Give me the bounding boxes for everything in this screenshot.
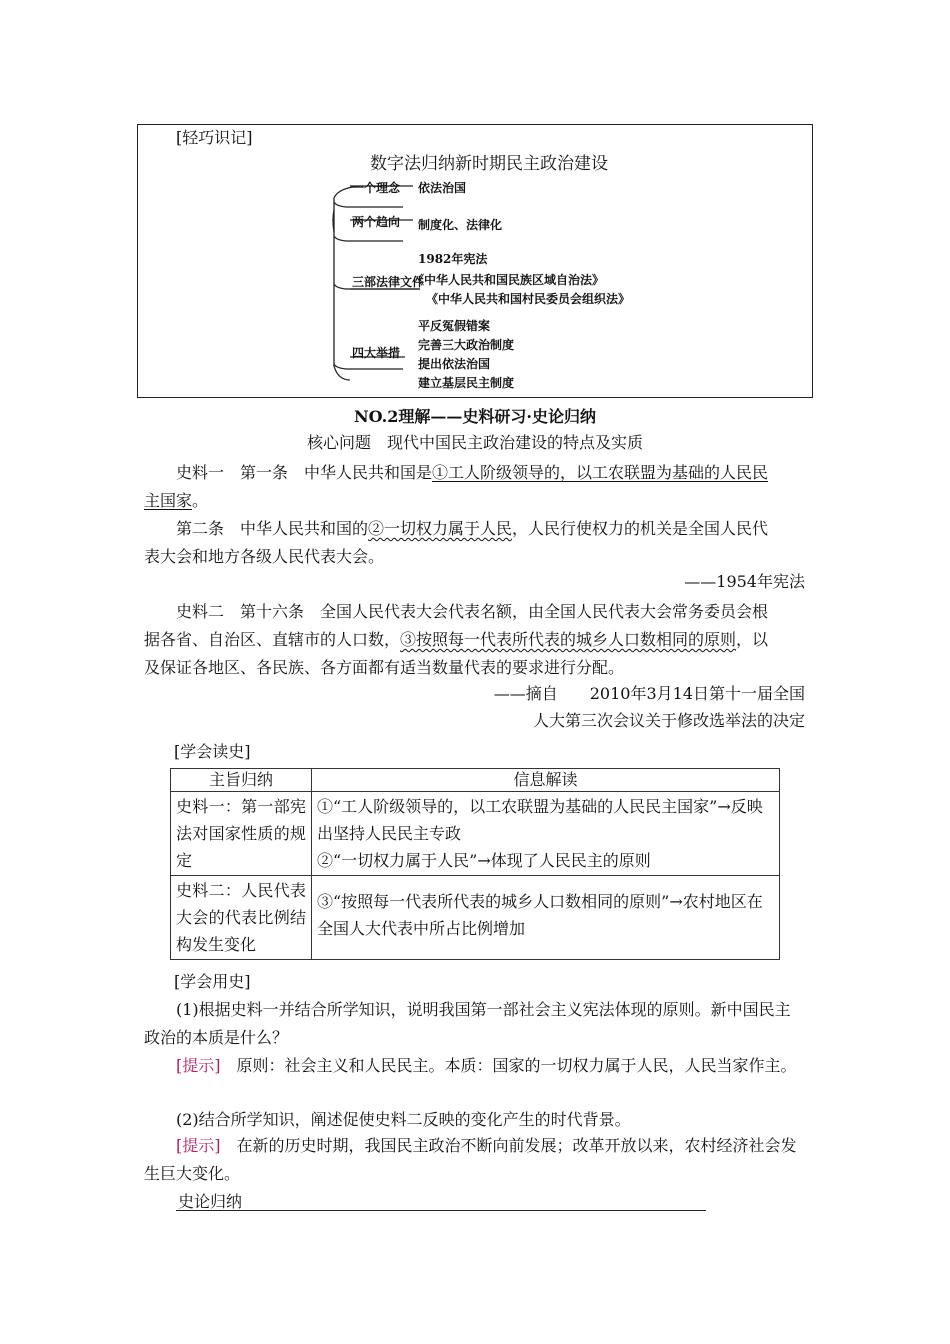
- source1-text: 第二条 中华人民共和国的: [176, 519, 369, 538]
- table-header-row: [171, 769, 780, 792]
- branch-label-3: 三部法律文件: [352, 275, 425, 289]
- answer-1: [144, 1052, 806, 1080]
- table-row: [171, 876, 780, 960]
- source1-line1: [176, 459, 768, 487]
- header-interpretation: 信息解读: [312, 769, 780, 792]
- row1-point1: ①“工人阶级领导的，以工农联盟为基础的人民民主国家”→反映出坚持人民民主专政: [317, 797, 763, 843]
- source1-line2: [144, 487, 208, 515]
- branch-label-2: 两个趋向: [352, 215, 401, 229]
- source2-line2: [144, 626, 768, 654]
- info-table: [170, 768, 780, 960]
- branch-item: 《中华人民共和国村民委员会组织法》: [426, 292, 631, 306]
- hint-label: [提示]: [176, 1136, 221, 1155]
- branch-item: 依法治国: [418, 181, 467, 195]
- row2-summary: 史料二：人民代表大会的代表比例结构发生变化: [171, 876, 312, 960]
- source2-text: 据各省、自治区、直辖市的人口数，: [144, 630, 401, 649]
- hint-label: [提示]: [176, 1056, 221, 1075]
- source1-quote2: ②一切权力属于人民: [368, 519, 513, 538]
- branch-item: 提出依法治国: [418, 357, 491, 371]
- question-2: (2)结合所学知识，阐述促使史料二反映的变化产生的时代背景。: [176, 1110, 631, 1129]
- answer-1-text: 原则：社会主义和人民民主。本质：国家的一切权力属于人民，人民当家作主。: [236, 1056, 797, 1075]
- source1-line3: [176, 515, 768, 543]
- source1-text: 。: [192, 491, 209, 510]
- row1-interpretation: [312, 792, 780, 876]
- source2-line3: 及保证各地区、各民族、各方面都有适当数量代表的要求进行分配。: [144, 658, 625, 677]
- branch-label-1: 一个理念: [352, 181, 401, 195]
- branch-item: 制度化、法律化: [418, 218, 503, 232]
- source2-citation-1: ——摘自 2010年3月14日第十一届全国: [493, 684, 805, 703]
- source2-text: ，以: [736, 630, 769, 649]
- memo-title: 数字法归纳新时期民主政治建设: [370, 154, 608, 174]
- source1-citation: ——1954年宪法: [684, 572, 805, 591]
- branch-item: 1982年宪法: [418, 252, 488, 266]
- summary-underline: [176, 1210, 706, 1211]
- use-history-tag: [学会用史]: [174, 972, 251, 991]
- source1-text: ，人民行使权力的机关是全国人民代: [512, 519, 769, 538]
- row2-point1: ③“按照每一代表所代表的城乡人口数相同的原则”→农村地区在全国人大代表中所占比例增加: [317, 892, 763, 938]
- row2-interpretation: [312, 876, 780, 960]
- branch-item: 完善三大政治制度: [418, 338, 515, 352]
- source1-quote1: ①工人阶级领导的，以工农联盟为基础的人民民: [432, 463, 769, 482]
- header-summary: 主旨归纳: [171, 769, 312, 792]
- answer-2-text: 在新的历史时期，我国民主政治不断向前发展；改革开放以来，农村经济社会发生巨大变化。: [144, 1136, 797, 1183]
- source1-line4: 表大会和地方各级人民代表大会。: [144, 547, 385, 566]
- branch-item: 平反冤假错案: [418, 319, 491, 333]
- source2-quote3: ③按照每一代表所代表的城乡人口数相同的原则: [400, 630, 737, 649]
- branch-item: 《中华人民共和国民族区域自治法》: [412, 273, 605, 287]
- branch-label-4: 四大举措: [352, 346, 401, 360]
- read-history-tag: [学会读史]: [174, 742, 251, 761]
- source1-quote1-end: 主国家: [144, 491, 193, 510]
- core-question: 核心问题 现代中国民主政治建设的特点及实质: [306, 433, 643, 452]
- section-heading: NO.2理解——史料研习·史论归纳: [354, 407, 596, 426]
- question-1: (1)根据史料一并结合所学知识，说明我国第一部社会主义宪法体现的原则。新中国民主政治的本质是什么？: [144, 1000, 791, 1047]
- summary-heading: 史论归纳: [178, 1192, 243, 1211]
- source2-citation-2: 人大第三次会议关于修改选举法的决定: [532, 711, 805, 730]
- source2-line1: 史料二 第十六条 全国人民代表大会代表名额，由全国人民代表大会常务委员会根: [176, 602, 769, 621]
- row1-summary: 史料一：第一部宪法对国家性质的规定: [171, 792, 312, 876]
- row1-point2: ②“一切权力属于人民”→体现了人民民主的原则: [317, 851, 651, 870]
- branch-item: 建立基层民主制度: [418, 376, 515, 390]
- answer-2: [144, 1132, 806, 1188]
- memo-tag: [轻巧识记]: [176, 128, 253, 147]
- branch-line-2: [334, 236, 403, 241]
- branch-line-4: [334, 364, 403, 369]
- table-row: [171, 792, 780, 876]
- branch-line-1: [334, 202, 403, 207]
- source1-text: 史料一 第一条 中华人民共和国是: [176, 463, 433, 482]
